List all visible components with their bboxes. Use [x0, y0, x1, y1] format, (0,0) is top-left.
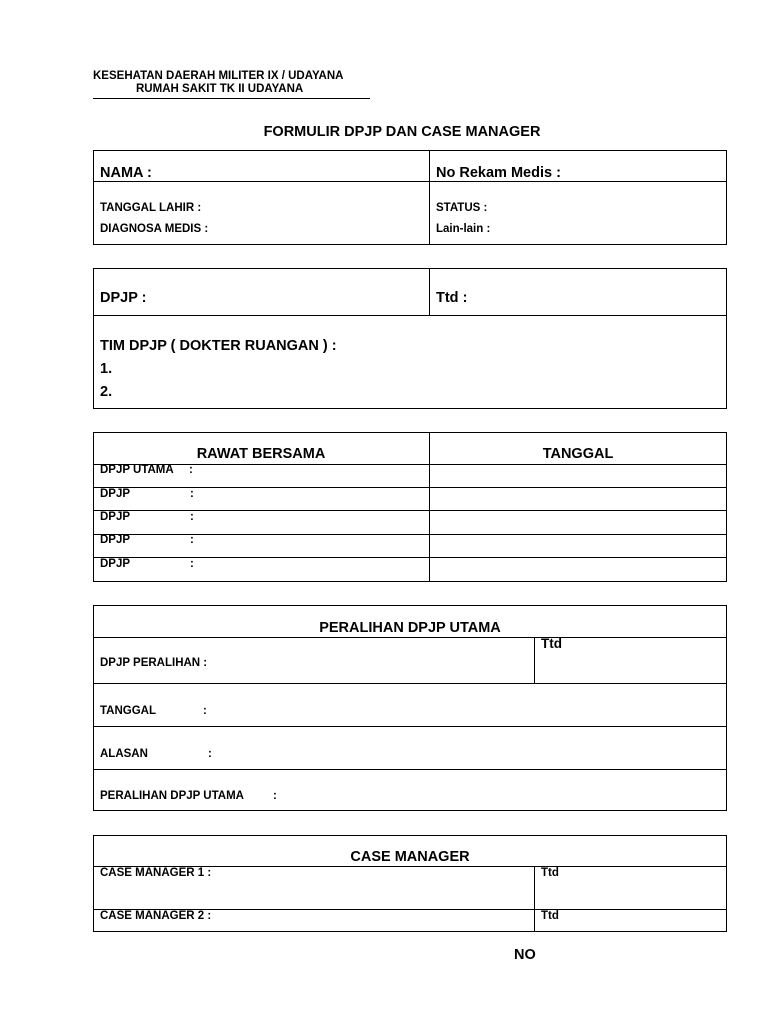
tanggal-lahir-label: TANGGAL LAHIR : [100, 202, 202, 214]
case-manager-2-label: CASE MANAGER 2 : [100, 910, 212, 922]
peralihan-title: PERALIHAN DPJP UTAMA [319, 620, 501, 636]
divider [93, 315, 727, 316]
divider [93, 637, 727, 638]
rawat-row-label: DPJP [100, 534, 131, 546]
peralihan-dpjp-utama-label: PERALIHAN DPJP UTAMA [100, 790, 244, 802]
divider [93, 487, 727, 488]
dpjp-ttd-label: Ttd : [436, 290, 468, 306]
peralihan-ttd-label: Ttd [541, 636, 562, 651]
divider [534, 866, 535, 932]
divider [93, 769, 727, 770]
alasan-label: ALASAN [100, 748, 148, 760]
peralihan-tanggal-colon: : [203, 705, 207, 717]
case-manager-2-ttd: Ttd [541, 910, 559, 922]
lain-lain-label: Lain-lain : [436, 223, 491, 235]
divider [429, 150, 430, 245]
dpjp-label: DPJP : [100, 290, 147, 306]
peralihan-dpjp-utama-colon: : [273, 790, 277, 802]
rawat-bersama-header: RAWAT BERSAMA [196, 446, 326, 462]
divider [534, 637, 535, 684]
divider [93, 557, 727, 558]
case-manager-1-ttd: Ttd [541, 867, 559, 879]
divider [93, 534, 727, 535]
rawat-row-label: DPJP [100, 558, 131, 570]
nama-label: NAMA : [100, 165, 152, 181]
header-line-2: RUMAH SAKIT TK II UDAYANA [136, 83, 304, 95]
divider [93, 181, 727, 182]
diagnosa-medis-label: DIAGNOSA MEDIS : [100, 223, 209, 235]
tanggal-header: TANGGAL [542, 446, 614, 462]
rawat-row-label: DPJP [100, 511, 131, 523]
header-line-1: KESEHATAN DAERAH MILITER IX / UDAYANA [93, 70, 344, 82]
case-manager-1-label: CASE MANAGER 1 : [100, 867, 212, 879]
rawat-row-colon: : [189, 464, 193, 476]
peralihan-tanggal-label: TANGGAL [100, 705, 157, 717]
rawat-row-label: DPJP UTAMA [100, 464, 174, 476]
alasan-colon: : [208, 748, 212, 760]
status-label: STATUS : [436, 202, 488, 214]
rawat-row-colon: : [190, 511, 194, 523]
divider [93, 683, 727, 684]
footer-no: NO [514, 947, 536, 963]
tim-dpjp-item-2: 2. [100, 384, 113, 400]
header-underline [93, 98, 370, 99]
form-title: FORMULIR DPJP DAN CASE MANAGER [263, 124, 541, 140]
divider [429, 268, 430, 316]
rawat-row-colon: : [190, 488, 194, 500]
case-manager-title: CASE MANAGER [350, 849, 470, 865]
dpjp-peralihan-label: DPJP PERALIHAN : [100, 657, 208, 669]
tim-dpjp-item-1: 1. [100, 361, 113, 377]
rawat-row-colon: : [190, 534, 194, 546]
divider [93, 510, 727, 511]
divider [93, 726, 727, 727]
tim-dpjp-label: TIM DPJP ( DOKTER RUANGAN ) : [100, 338, 337, 354]
rawat-row-label: DPJP [100, 488, 131, 500]
rawat-row-colon: : [190, 558, 194, 570]
no-rekam-medis-label: No Rekam Medis : [436, 165, 561, 181]
